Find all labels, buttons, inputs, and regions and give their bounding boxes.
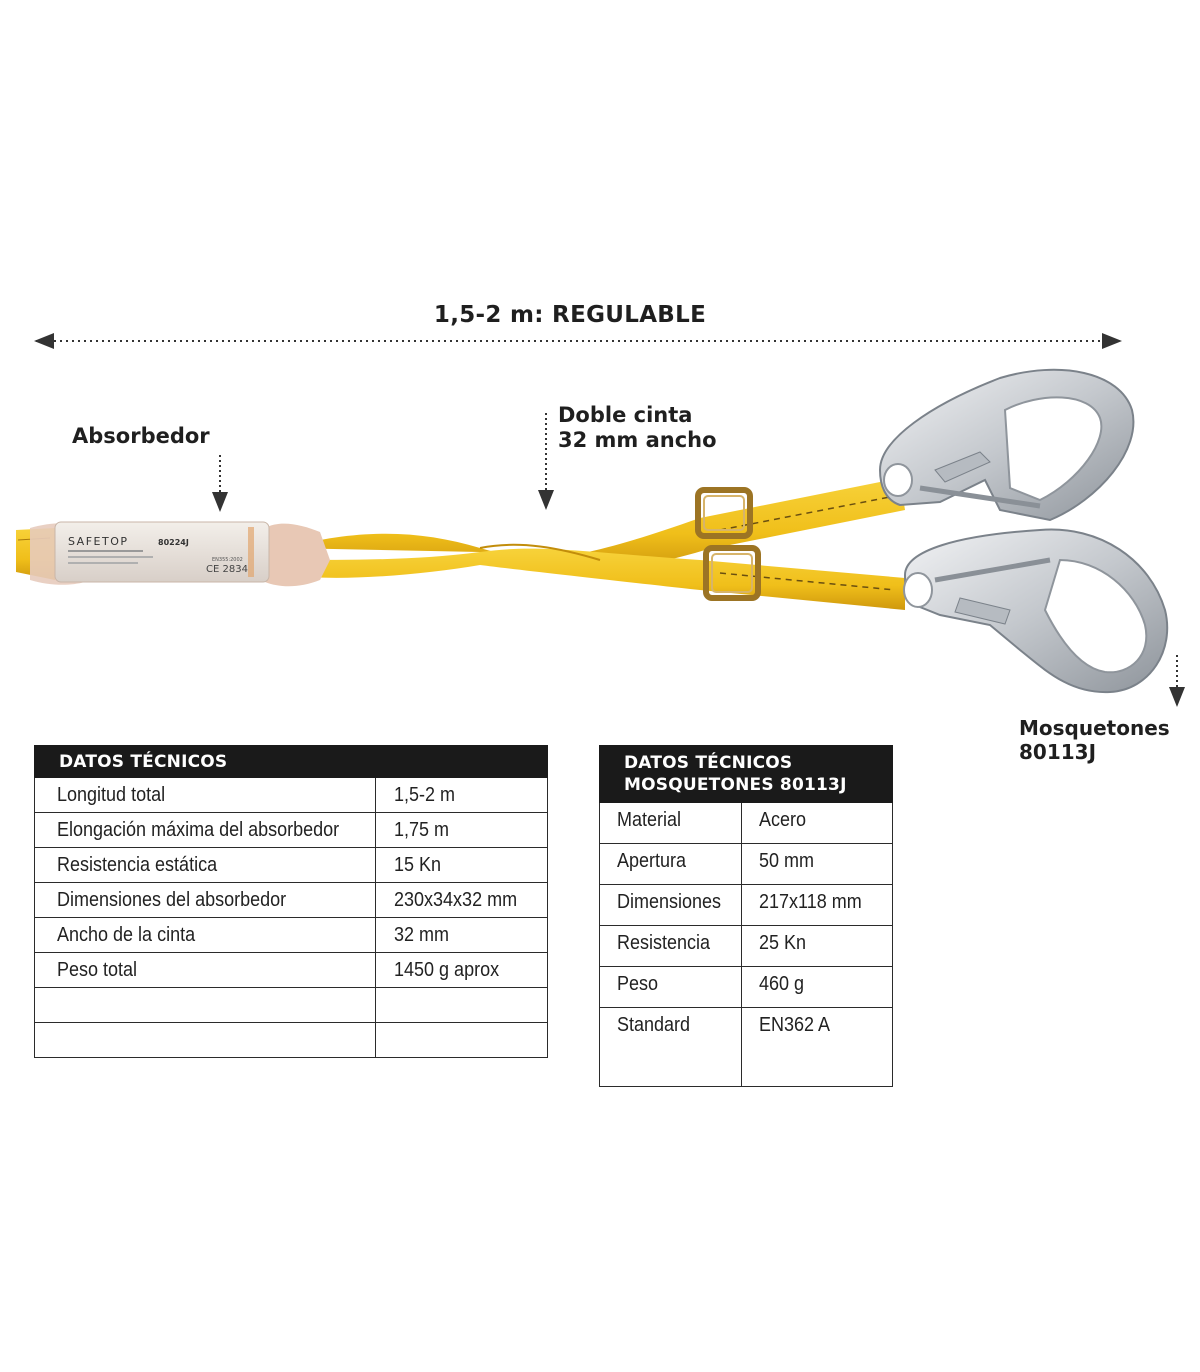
webbing-strands	[285, 478, 905, 610]
row-value: 50 mm	[742, 844, 893, 885]
row-value: Acero	[742, 803, 893, 844]
absorber-annotation: Absorbedor	[72, 424, 210, 448]
upper-carabiner	[880, 370, 1133, 520]
carabiner-annotation-line2: 80113J	[1019, 740, 1097, 764]
carabiner-annotation-line1: Mosquetones	[1019, 716, 1170, 740]
absorber-brand-text: SAFETOP	[68, 535, 129, 548]
table-row	[600, 967, 893, 1008]
absorber-norm-text: EN355:2002	[212, 557, 243, 563]
table-row	[600, 885, 893, 926]
row-label: Dimensiones del absorbedor	[35, 883, 376, 918]
table-row	[35, 848, 548, 883]
row-value: EN362 A	[742, 1008, 893, 1087]
row-label: Resistencia	[600, 926, 742, 967]
table-row	[35, 953, 548, 988]
row-label: Apertura	[600, 844, 742, 885]
table-header	[600, 746, 893, 803]
carabiner-annotation	[1019, 716, 1170, 764]
webbing-annotation-line2: 32 mm ancho	[558, 428, 717, 452]
row-label: Standard	[600, 1008, 742, 1087]
row-value	[376, 1023, 548, 1058]
row-value: 460 g	[742, 967, 893, 1008]
length-annotation: 1,5-2 m: REGULABLE	[433, 302, 707, 328]
table-row	[35, 883, 548, 918]
row-label: Peso	[600, 967, 742, 1008]
table-row	[600, 844, 893, 885]
table-header-line1: DATOS TÉCNICOS	[624, 753, 793, 773]
row-value	[376, 988, 548, 1023]
row-value: 217x118 mm	[742, 885, 893, 926]
webbing-annotation	[558, 403, 717, 453]
table-row	[35, 778, 548, 813]
table-header-line2: MOSQUETONES 80113J	[624, 775, 847, 795]
row-label: Material	[600, 803, 742, 844]
row-label	[35, 1023, 376, 1058]
shock-absorber	[30, 522, 330, 586]
ce-mark: CE 2834	[206, 564, 248, 575]
row-value: 32 mm	[376, 918, 548, 953]
row-label: Resistencia estática	[35, 848, 376, 883]
row-label: Longitud total	[35, 778, 376, 813]
table-row	[35, 918, 548, 953]
table-row	[600, 1008, 893, 1087]
lower-carabiner	[904, 530, 1167, 693]
row-value: 1,5-2 m	[376, 778, 548, 813]
table-row	[600, 803, 893, 844]
table-row	[35, 988, 548, 1023]
webbing-annotation-line1: Doble cinta	[558, 403, 693, 427]
row-value: 15 Kn	[376, 848, 548, 883]
row-label: Dimensiones	[600, 885, 742, 926]
carabiner-data-table	[599, 745, 893, 1087]
row-label	[35, 988, 376, 1023]
table-row	[600, 926, 893, 967]
table-header-row	[35, 746, 548, 778]
row-label: Peso total	[35, 953, 376, 988]
row-label: Elongación máxima del absorbedor	[35, 813, 376, 848]
table-header-row	[600, 746, 893, 803]
table-row	[35, 1023, 548, 1058]
table-row	[35, 813, 548, 848]
row-value: 1450 g aprox	[376, 953, 548, 988]
row-label: Ancho de la cinta	[35, 918, 376, 953]
technical-data-table	[34, 745, 548, 1058]
row-value: 230x34x32 mm	[376, 883, 548, 918]
table-header: DATOS TÉCNICOS	[35, 746, 548, 778]
row-value: 25 Kn	[742, 926, 893, 967]
row-value: 1,75 m	[376, 813, 548, 848]
absorber-model-text: 80224J	[158, 538, 189, 547]
